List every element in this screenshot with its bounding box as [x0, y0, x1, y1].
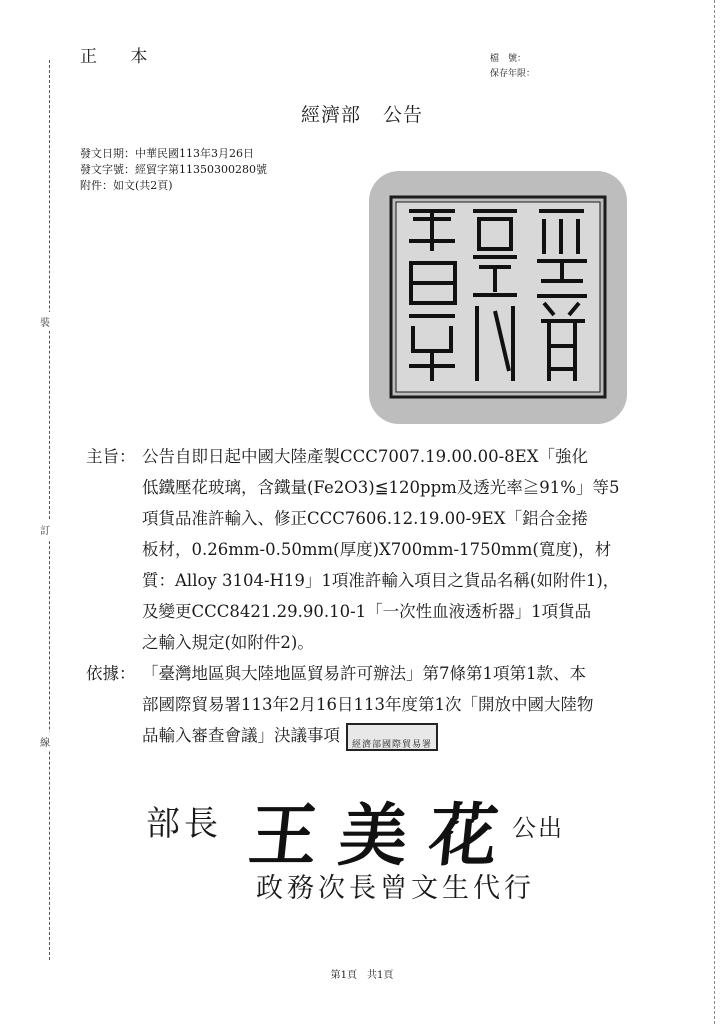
basis-line: 「臺灣地區與大陸地區貿易許可辦法」第7條第1項第1款、本	[142, 664, 586, 683]
binding-line	[49, 60, 50, 960]
archive-number: 檔 號：	[490, 54, 527, 64]
deputy-signature: 政務次長曾文生代行	[256, 873, 535, 904]
official-seal-stamp-icon	[369, 171, 627, 424]
subject-line: 低鐵壓花玻璃，含鐵量(Fe2O3)≦120ppm及透光率≧91%」等5	[142, 478, 620, 497]
binding-char-zhuang: 裝	[40, 312, 50, 331]
archive-info	[490, 52, 535, 82]
issue-date: 發文日期： 中華民國113年3月26日	[80, 147, 254, 160]
minister-name: 王美花	[245, 796, 524, 876]
copy-mark: 正 本	[80, 47, 162, 67]
retention-period: 保存年限：	[490, 69, 536, 79]
basis-label: 依據：	[86, 664, 136, 683]
subject-text	[142, 441, 702, 658]
document-type: 公告	[383, 104, 424, 126]
minister-signature	[245, 782, 524, 876]
subject-line: 及變更CCC8421.29.90.10-1「一次性血液透析器」1項貨品	[142, 602, 592, 621]
official-seal	[369, 171, 627, 424]
subject-label: 主旨：	[86, 447, 136, 466]
page-number: 第1頁 共1頁	[330, 970, 394, 981]
basis-text	[142, 658, 702, 751]
basis-line: 品輸入審查會議」決議事項 經濟部國際貿易署	[142, 720, 702, 751]
document-meta	[80, 146, 267, 194]
binding-char-xian: 線	[40, 732, 50, 751]
attachment-info: 附件： 如文(共2頁)	[80, 179, 173, 192]
minister-title: 部長	[146, 804, 222, 844]
trade-admin-stamp-icon: 經濟部國際貿易署	[346, 723, 438, 751]
subject-line: 公告自即日起中國大陸產製CCC7007.19.00.00-8EX「強化	[142, 447, 588, 466]
subject-line: 項貨品准許輸入、修正CCC7606.12.19.00-9EX「鋁合金捲	[142, 509, 588, 528]
basis-line: 部國際貿易署113年2月16日113年度第1次「開放中國大陸物	[142, 695, 594, 714]
subject-line: 質：Alloy 3104-H19」1項准許輸入項目之貨品名稱(如附件1)，	[142, 571, 620, 590]
page-title	[0, 100, 724, 127]
subject-line: 板材，0.26mm-0.50mm(厚度)X700mm-1750mm(寬度)，材	[142, 540, 612, 559]
binding-char-ding: 訂	[40, 520, 50, 539]
subject-line: 之輸入規定(如附件2)。	[142, 633, 314, 652]
announce-mark: 公出	[512, 814, 564, 842]
document-number: 發文字號： 經貿字第11350300280號	[80, 163, 267, 176]
page-edge	[714, 0, 715, 1024]
agency-name: 經濟部	[300, 104, 361, 126]
